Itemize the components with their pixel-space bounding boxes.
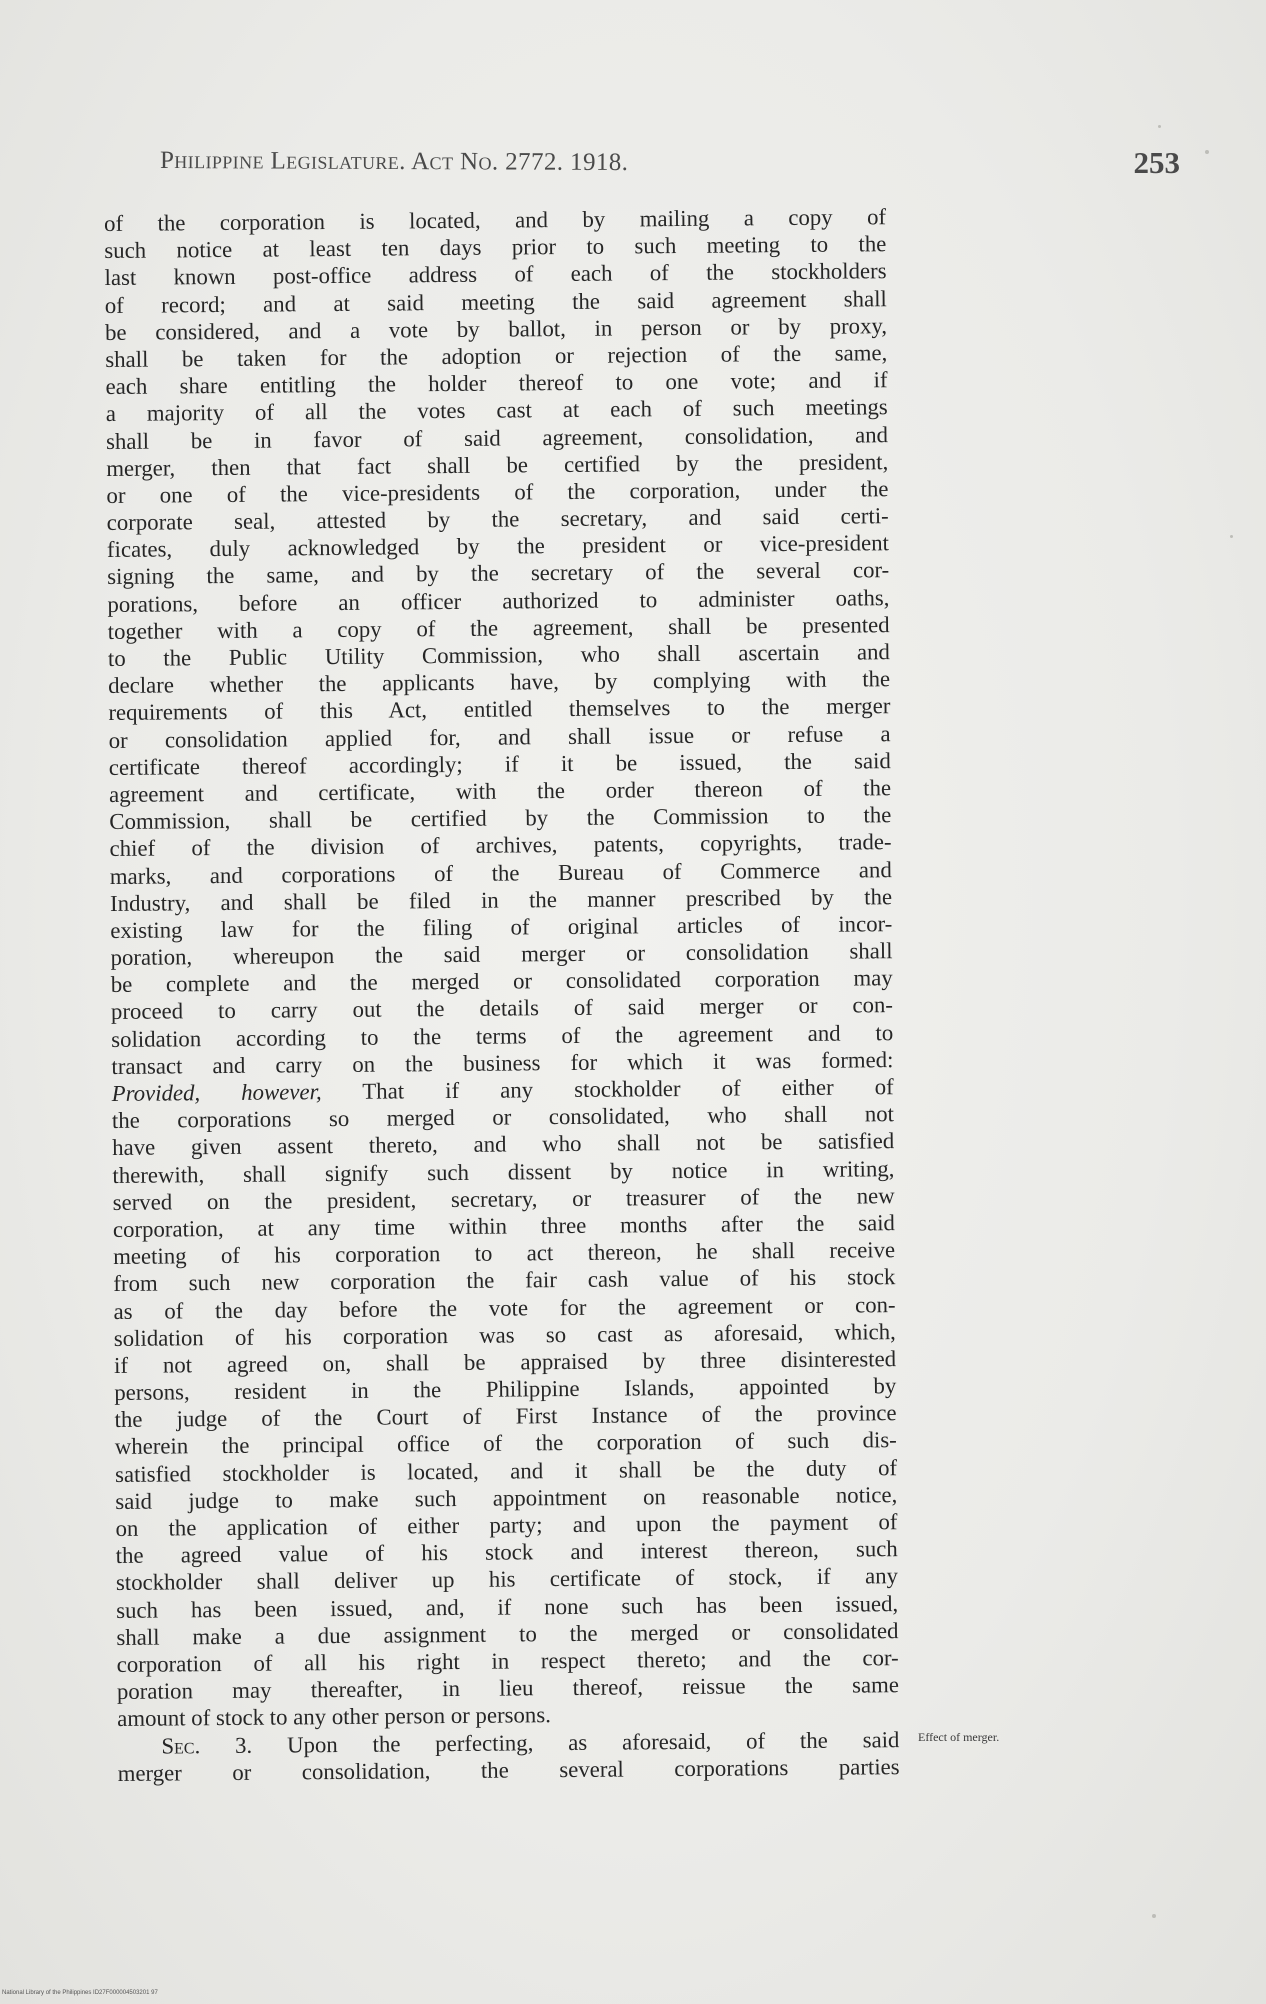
text-line: Industry, and shall be filed in the manner prescribed by the	[109, 883, 893, 916]
text-line: each share entitling the holder thereof to one vote; and if	[105, 367, 888, 400]
text-line: shall make a due assignment to the merged or consolidated	[116, 1617, 899, 1650]
text-line: transact and carry on the business for which it was formed:	[111, 1046, 894, 1079]
text-line: of record; and at said meeting the said agreement shall	[104, 285, 887, 318]
margin-note: Effect of merger.	[918, 1730, 1000, 1744]
text-line: marks, and corporations of the Bureau of Commerce and	[109, 856, 892, 889]
body-text	[104, 203, 900, 1787]
text-line: therewith, shall signify such dissent by notice in writing,	[112, 1155, 895, 1188]
text-line: served on the president, secretary, or treasurer of the new	[112, 1182, 895, 1215]
text-line: or consolidation applied for, and shall issue or refuse a	[108, 720, 891, 753]
text-line: the corporations so merged or consolidated, who shall not	[111, 1101, 895, 1134]
text-line: corporation, at any time within three months after the said	[112, 1210, 895, 1242]
text-line: merger, then that fact shall be certified by the president,	[106, 448, 889, 481]
text-line: of the corporation is located, and by mailing a copy of	[104, 204, 887, 236]
text-line: poration, whereupon the said merger or consolidation shall	[110, 938, 893, 971]
text-line: corporate seal, attested by the secretary, and said certi-	[106, 503, 889, 536]
text-line: shall be taken for the adoption or rejection of the same,	[105, 340, 888, 372]
text-line: stockholder shall deliver up his certificate of stock, if any	[115, 1563, 899, 1596]
page-header	[160, 143, 1180, 183]
section-label: Sec.	[161, 1732, 201, 1759]
page-number: 253	[1133, 145, 1180, 180]
text-line: shall be in favor of said agreement, consolidation, and	[105, 421, 889, 454]
scan-speck	[1205, 150, 1209, 154]
text-line: be complete and the merged or consolidated corporation may	[110, 965, 893, 998]
text-line: ficates, duly acknowledged by the president or vice-president	[106, 530, 890, 563]
text-line: together with a copy of the agreement, shall be presented	[107, 611, 890, 644]
text-line: meeting of his corporation to act thereon, he shall receive	[113, 1237, 896, 1270]
text-line: poration may thereafter, in lieu thereof, reissue the same	[116, 1672, 900, 1705]
text-line: solidation of his corporation was so cast as aforesaid, which,	[113, 1318, 896, 1351]
text-line: on the application of either party; and upon the payment of	[115, 1509, 898, 1541]
text-line: said judge to make such appointment on reasonable notice,	[115, 1481, 898, 1514]
text-line: solidation according to the terms of the agreement and to	[111, 1019, 894, 1052]
text-line: 3. Upon the perfecting, as aforesaid, of the said	[234, 1726, 900, 1758]
text-line: have given assent thereto, and who shall not be satisfied	[112, 1128, 895, 1161]
text-line: Commission, shall be certified by the Commission to the	[109, 802, 892, 835]
text-line: wherein the principal office of the corporation of such dis-	[114, 1427, 897, 1460]
text-line: chief of the division of archives, patents, copyrights, trade-	[109, 829, 892, 862]
text-line: declare whether the applicants have, by complying with the	[108, 666, 891, 699]
text-line: if not agreed on, shall be appraised by three disinterested	[113, 1346, 897, 1378]
text-line: agreement and certificate, with the order thereon of the	[108, 775, 892, 807]
text-line: last known post-office address of each of the stockholders	[104, 258, 887, 291]
scan-footer: National Library of the Philippines ID27F000004503201 97	[2, 1990, 158, 1996]
text-line: as of the day before the vote for the agreement or con-	[113, 1291, 896, 1324]
text-line: That if any stockholder of either of	[362, 1074, 894, 1104]
scan-speck	[1230, 535, 1233, 538]
text-line: proceed to carry out the details of said merger or con-	[110, 992, 894, 1025]
text-line: the judge of the Court of First Instance of the province	[114, 1400, 897, 1433]
text-line: certificate thereof accordingly; if it be issued, the said	[108, 747, 891, 780]
text-line: merger or consolidation, the several corporations parties	[117, 1753, 900, 1786]
text-line: from such new corporation the fair cash value of his stock	[113, 1264, 896, 1297]
text-line: the agreed value of his stock and interest thereon, such	[115, 1536, 898, 1569]
running-head: Philippine Legislature. Act No. 2772. 1918.	[159, 147, 629, 177]
scan-speck	[1152, 1914, 1156, 1918]
text-line: porations, before an officer authorized to administer oaths,	[107, 584, 890, 617]
text-line: existing law for the filing of original articles of incor-	[110, 911, 893, 943]
text-line: such notice at least ten days prior to such meeting to the	[104, 231, 887, 264]
text-line: be considered, and a vote by ballot, in person or by proxy,	[104, 312, 888, 345]
text-line: signing the same, and by the secretary of the several cor-	[107, 557, 890, 590]
text-line: persons, resident in the Philippine Islands, appointed by	[114, 1373, 897, 1406]
text-line: amount of stock to any other person or persons.	[117, 1702, 551, 1732]
text-line: requirements of this Act, entitled themselves to the merger	[108, 693, 891, 726]
text-line: satisfied stockholder is located, and it shall be the duty of	[114, 1454, 898, 1487]
text-line: or one of the vice-presidents of the corporation, under the	[106, 476, 889, 508]
text-line: corporation of all his right in respect thereto; and the cor-	[116, 1645, 899, 1677]
text-line: to the Public Utility Commission, who shall ascertain and	[107, 639, 890, 671]
text-line: a majority of all the votes cast at each of such meetings	[105, 394, 888, 427]
scan-speck	[1158, 125, 1161, 128]
proviso-label: Provided, however,	[111, 1079, 322, 1106]
text-line: such has been issued, and, if none such has been issued,	[116, 1590, 899, 1623]
